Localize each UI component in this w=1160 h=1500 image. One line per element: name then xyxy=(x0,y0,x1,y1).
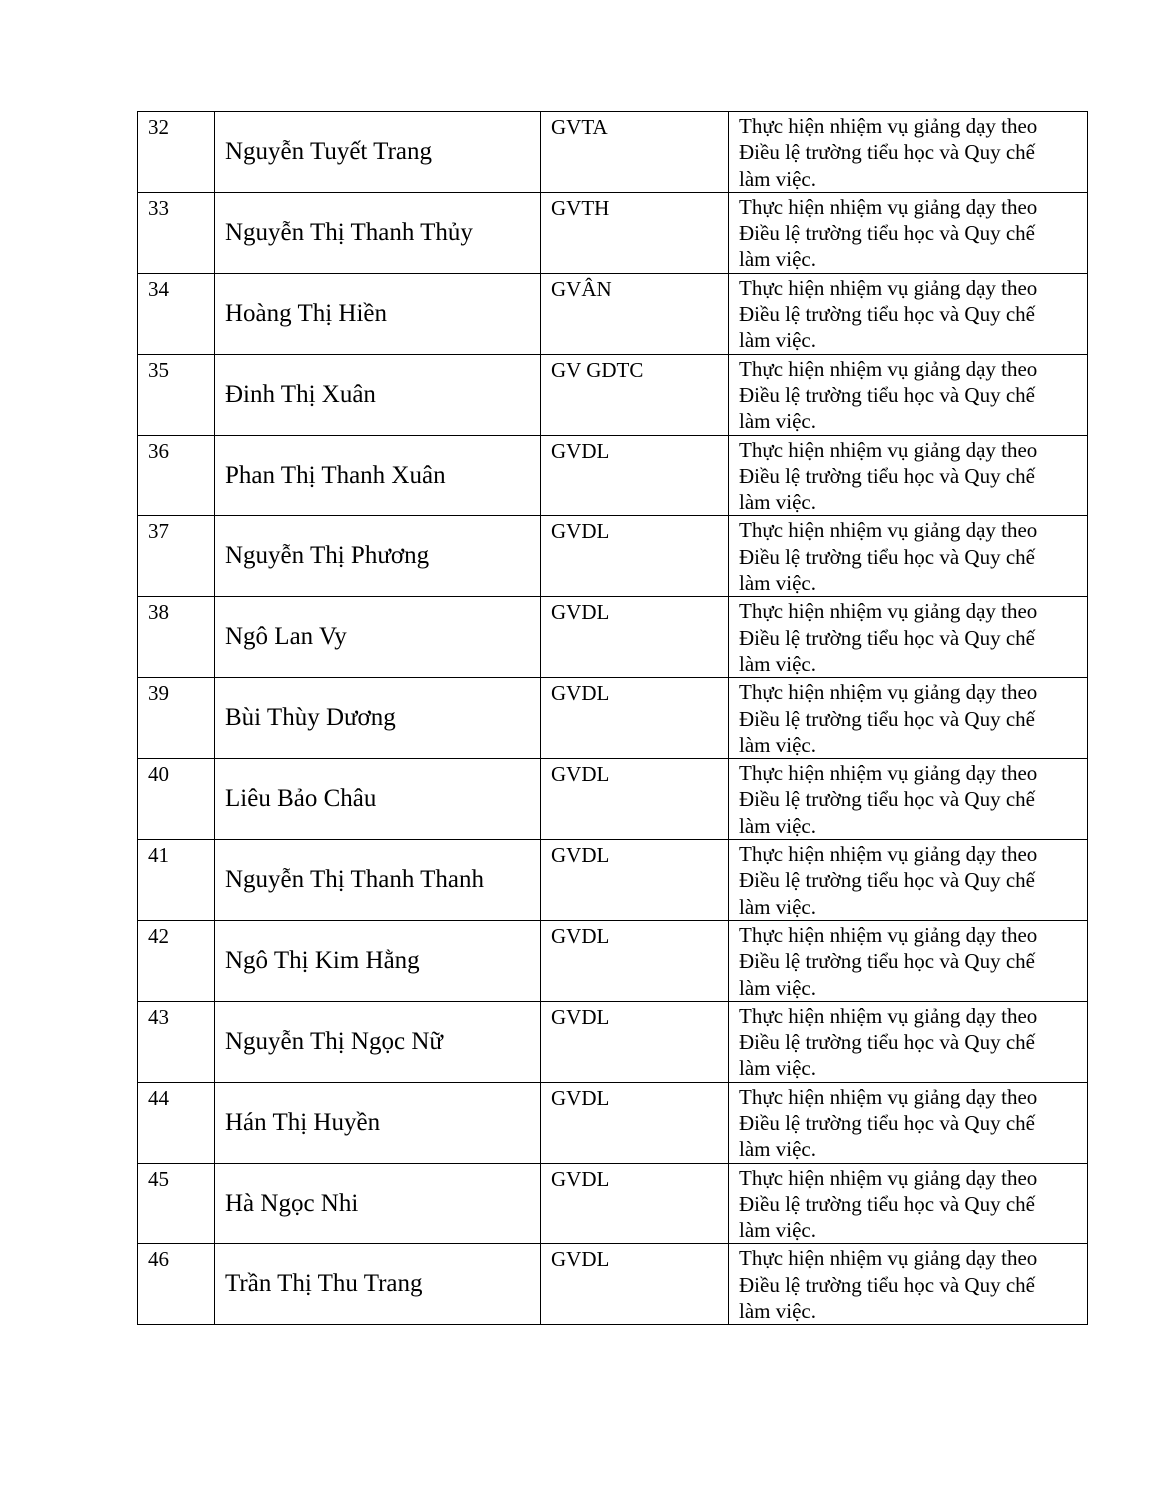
staff-name: Đinh Thị Xuân xyxy=(215,354,541,435)
duty-line: Điều lệ trường tiểu học và Quy chế xyxy=(739,221,1035,246)
row-number: 46 xyxy=(138,1244,215,1325)
duty-line: làm việc. xyxy=(739,651,816,676)
duty-line: làm việc. xyxy=(739,328,816,353)
staff-duty xyxy=(729,192,1088,273)
duty-line: Điều lệ trường tiểu học và Quy chế xyxy=(739,949,1035,974)
duty-line: Điều lệ trường tiểu học và Quy chế xyxy=(739,1272,1035,1297)
staff-name: Ngô Thị Kim Hằng xyxy=(215,920,541,1001)
staff-table xyxy=(137,111,1088,1325)
duty-line: Thực hiện nhiệm vụ giảng dạy theo xyxy=(739,518,1038,543)
duty-line: Thực hiện nhiệm vụ giảng dạy theo xyxy=(739,599,1038,624)
duty-line: Điều lệ trường tiểu học và Quy chế xyxy=(739,382,1035,407)
row-number: 45 xyxy=(138,1163,215,1244)
table-row xyxy=(138,759,1088,840)
staff-duty xyxy=(729,1244,1088,1325)
staff-role: GVDL xyxy=(541,435,729,516)
staff-role: GVDL xyxy=(541,1244,729,1325)
duty-line: làm việc. xyxy=(739,1299,816,1324)
staff-duty xyxy=(729,112,1088,193)
staff-role: GVDL xyxy=(541,678,729,759)
staff-role: GVDL xyxy=(541,759,729,840)
duty-line: làm việc. xyxy=(739,490,816,515)
staff-name: Hán Thị Huyền xyxy=(215,1082,541,1163)
staff-role: GVDL xyxy=(541,920,729,1001)
duty-line: làm việc. xyxy=(739,247,816,272)
row-number: 36 xyxy=(138,435,215,516)
staff-duty xyxy=(729,516,1088,597)
staff-role: GV GDTC xyxy=(541,354,729,435)
staff-duty xyxy=(729,435,1088,516)
table-row xyxy=(138,435,1088,516)
staff-name: Phan Thị Thanh Xuân xyxy=(215,435,541,516)
duty-line: Thực hiện nhiệm vụ giảng dạy theo xyxy=(739,275,1038,300)
duty-line: Thực hiện nhiệm vụ giảng dạy theo xyxy=(739,680,1038,705)
row-number: 41 xyxy=(138,840,215,921)
staff-name: Bùi Thùy Dương xyxy=(215,678,541,759)
duty-line: Điều lệ trường tiểu học và Quy chế xyxy=(739,787,1035,812)
staff-role: GVDL xyxy=(541,1163,729,1244)
duty-line: Thực hiện nhiệm vụ giảng dạy theo xyxy=(739,1084,1038,1109)
table-row xyxy=(138,920,1088,1001)
row-number: 35 xyxy=(138,354,215,435)
staff-name: Trần Thị Thu Trang xyxy=(215,1244,541,1325)
staff-name: Nguyễn Thị Thanh Thủy xyxy=(215,192,541,273)
duty-line: Thực hiện nhiệm vụ giảng dạy theo xyxy=(739,922,1038,947)
row-number: 38 xyxy=(138,597,215,678)
duty-line: Điều lệ trường tiểu học và Quy chế xyxy=(739,302,1035,327)
duty-line: làm việc. xyxy=(739,894,816,919)
staff-name: Liêu Bảo Châu xyxy=(215,759,541,840)
staff-name: Hoàng Thị Hiền xyxy=(215,273,541,354)
table-row xyxy=(138,1001,1088,1082)
staff-role: GVDL xyxy=(541,516,729,597)
duty-line: làm việc. xyxy=(739,571,816,596)
duty-line: Thực hiện nhiệm vụ giảng dạy theo xyxy=(739,1165,1038,1190)
staff-table-body xyxy=(138,112,1088,1325)
row-number: 42 xyxy=(138,920,215,1001)
row-number: 43 xyxy=(138,1001,215,1082)
staff-role: GVDL xyxy=(541,840,729,921)
staff-role: GVDL xyxy=(541,1082,729,1163)
duty-line: Thực hiện nhiệm vụ giảng dạy theo xyxy=(739,437,1038,462)
staff-name: Nguyễn Thị Phương xyxy=(215,516,541,597)
duty-line: Thực hiện nhiệm vụ giảng dạy theo xyxy=(739,356,1038,381)
staff-role: GVTA xyxy=(541,112,729,193)
duty-line: làm việc. xyxy=(739,813,816,838)
table-row xyxy=(138,1082,1088,1163)
duty-line: làm việc. xyxy=(739,166,816,191)
staff-name: Nguyễn Thị Thanh Thanh xyxy=(215,840,541,921)
table-row xyxy=(138,112,1088,193)
row-number: 33 xyxy=(138,192,215,273)
staff-role: GVDL xyxy=(541,597,729,678)
row-number: 32 xyxy=(138,112,215,193)
duty-line: Điều lệ trường tiểu học và Quy chế xyxy=(739,706,1035,731)
staff-name: Ngô Lan Vy xyxy=(215,597,541,678)
staff-duty xyxy=(729,354,1088,435)
table-row xyxy=(138,516,1088,597)
duty-line: Thực hiện nhiệm vụ giảng dạy theo xyxy=(739,761,1038,786)
duty-line: Điều lệ trường tiểu học và Quy chế xyxy=(739,1191,1035,1216)
duty-line: Điều lệ trường tiểu học và Quy chế xyxy=(739,544,1035,569)
table-row xyxy=(138,1244,1088,1325)
staff-name: Nguyễn Thị Ngọc Nữ xyxy=(215,1001,541,1082)
table-row xyxy=(138,192,1088,273)
duty-line: làm việc. xyxy=(739,409,816,434)
duty-line: Điều lệ trường tiểu học và Quy chế xyxy=(739,1030,1035,1055)
duty-line: Thực hiện nhiệm vụ giảng dạy theo xyxy=(739,842,1038,867)
duty-line: Điều lệ trường tiểu học và Quy chế xyxy=(739,868,1035,893)
staff-role: GVÂN xyxy=(541,273,729,354)
duty-line: Thực hiện nhiệm vụ giảng dạy theo xyxy=(739,1003,1038,1028)
staff-duty xyxy=(729,678,1088,759)
duty-line: Điều lệ trường tiểu học và Quy chế xyxy=(739,140,1035,165)
duty-line: Điều lệ trường tiểu học và Quy chế xyxy=(739,625,1035,650)
staff-role: GVTH xyxy=(541,192,729,273)
duty-line: Thực hiện nhiệm vụ giảng dạy theo xyxy=(739,1246,1038,1271)
staff-duty xyxy=(729,1082,1088,1163)
staff-duty xyxy=(729,273,1088,354)
table-row xyxy=(138,597,1088,678)
row-number: 40 xyxy=(138,759,215,840)
table-row xyxy=(138,354,1088,435)
duty-line: Thực hiện nhiệm vụ giảng dạy theo xyxy=(739,114,1038,138)
table-row xyxy=(138,273,1088,354)
table-row xyxy=(138,678,1088,759)
duty-line: làm việc. xyxy=(739,1056,816,1081)
duty-line: Điều lệ trường tiểu học và Quy chế xyxy=(739,1110,1035,1135)
duty-line: làm việc. xyxy=(739,975,816,1000)
duty-line: làm việc. xyxy=(739,1218,816,1243)
staff-duty xyxy=(729,1001,1088,1082)
staff-name: Nguyễn Tuyết Trang xyxy=(215,112,541,193)
staff-duty xyxy=(729,840,1088,921)
table-row xyxy=(138,1163,1088,1244)
row-number: 34 xyxy=(138,273,215,354)
staff-name: Hà Ngọc Nhi xyxy=(215,1163,541,1244)
duty-line: Thực hiện nhiệm vụ giảng dạy theo xyxy=(739,194,1038,219)
duty-line: làm việc. xyxy=(739,1137,816,1162)
duty-line: Điều lệ trường tiểu học và Quy chế xyxy=(739,463,1035,488)
staff-duty xyxy=(729,597,1088,678)
staff-duty xyxy=(729,920,1088,1001)
table-row xyxy=(138,840,1088,921)
staff-duty xyxy=(729,1163,1088,1244)
row-number: 37 xyxy=(138,516,215,597)
staff-duty xyxy=(729,759,1088,840)
staff-role: GVDL xyxy=(541,1001,729,1082)
row-number: 44 xyxy=(138,1082,215,1163)
duty-line: làm việc. xyxy=(739,732,816,757)
row-number: 39 xyxy=(138,678,215,759)
